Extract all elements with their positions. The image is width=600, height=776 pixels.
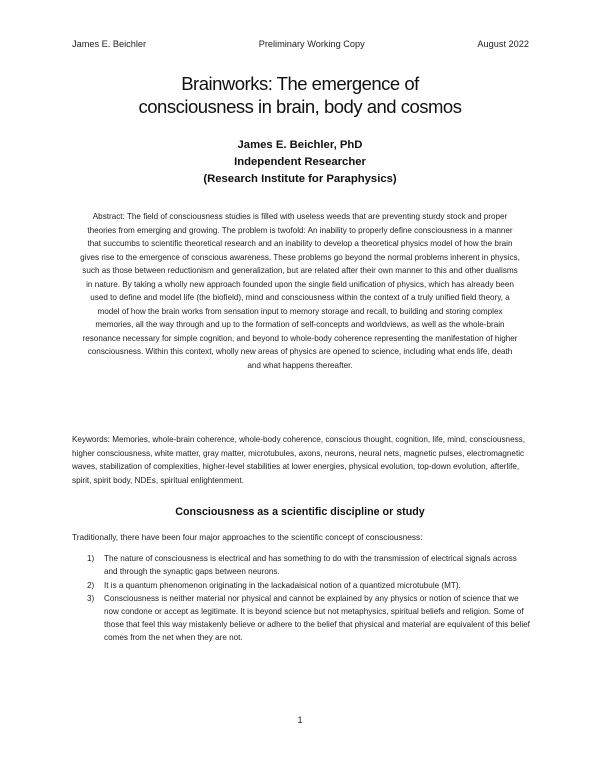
author-name: James E. Beichler, PhD <box>237 139 363 151</box>
section-heading: Consciousness as a scientific discipline or study <box>175 506 425 518</box>
keywords: Keywords: Memories, whole-brain coherence, whole-body coherence, conscious thought, cognition, life, mind, consciousness, higher consciousness, white matter, gray matter, microtubules, axons, neurons, neural nets, magnetic pulses, electromagnetic waves, stabilization of complexities, higher-level stabilities at lower energies, physical evolution, top-down evolution, afterlife, spirit, spirit body, NDEs, spiritual enlightenment. <box>72 435 525 485</box>
approaches-list <box>72 552 530 645</box>
list-item-number: 3) <box>87 594 95 603</box>
list-item-text: Consciousness is neither material nor physical and cannot be explained by any physics or notion of science that we now condone or accept as legitimate. It is beyond science but not metaphysics, spiritual beliefs and religion. Some of those that feel this way mistakenly believe or adhere to the belief that physical and material are equivalent of this belief comes from the net when they are not. <box>104 594 530 642</box>
page-header <box>72 39 529 49</box>
title-line-1: Brainworks: The emergence of <box>181 73 419 94</box>
abstract: Abstract: The field of consciousness studies is filled with useless weeds that are preventing sturdy stock and proper theories from emerging and growing. The problem is twofold: An inability to properly define consciousness in a manner that succumbs to scientific theoretical research and an inability to develop a theoretical physics model of how the brain gives rise to the emergence of conscious awareness. These problems go beyond the normal problems inherent in physics, such as those between reductionism and generalization, but are related after their own manner to this and other dualisms in nature. By taking a wholly new approach founded upon the single field unification of physics, which has already been used to define and model life (the biofield), mind and consciousness within the context of a truly unified field theory, a model of how the brain works from sensation input to memory storage and recall, to building and storing complex memories, all the way through and up to the formation of self-concepts and worldviews, as well as the whole-brain resonance necessary for simple cognition, and beyond to whole-body coherence representing the manifestation of higher consciousness. Within this context, wholly new areas of physics are opened to science, including what ends life, death and what happens thereafter. <box>80 212 520 370</box>
section-intro: Traditionally, there have been four major approaches to the scientific concept of consciousness: <box>72 532 423 542</box>
author-block <box>0 137 600 188</box>
list-item <box>72 579 530 592</box>
author-affiliation: (Research Institute for Paraphysics) <box>203 173 397 185</box>
list-item-text: It is a quantum phenomenon originating in the lackadaisical notion of a quantized microtubule (MT). <box>104 580 461 590</box>
header-date: August 2022 <box>477 39 529 49</box>
list-item-number: 1) <box>87 554 95 563</box>
list-item-number: 2) <box>87 580 95 590</box>
list-item <box>72 552 530 578</box>
author-role: Independent Researcher <box>234 156 366 168</box>
page-number: 1 <box>297 715 303 725</box>
list-item <box>72 592 530 644</box>
header-status: Preliminary Working Copy <box>258 39 365 49</box>
title-line-2: consciousness in brain, body and cosmos <box>138 96 462 117</box>
header-author: James E. Beichler <box>72 39 147 49</box>
paper-title <box>0 72 600 118</box>
list-item-text: The nature of consciousness is electrical and has something to do with the transmission of electrical signals across and through the synaptic gaps between neurons. <box>104 554 517 576</box>
